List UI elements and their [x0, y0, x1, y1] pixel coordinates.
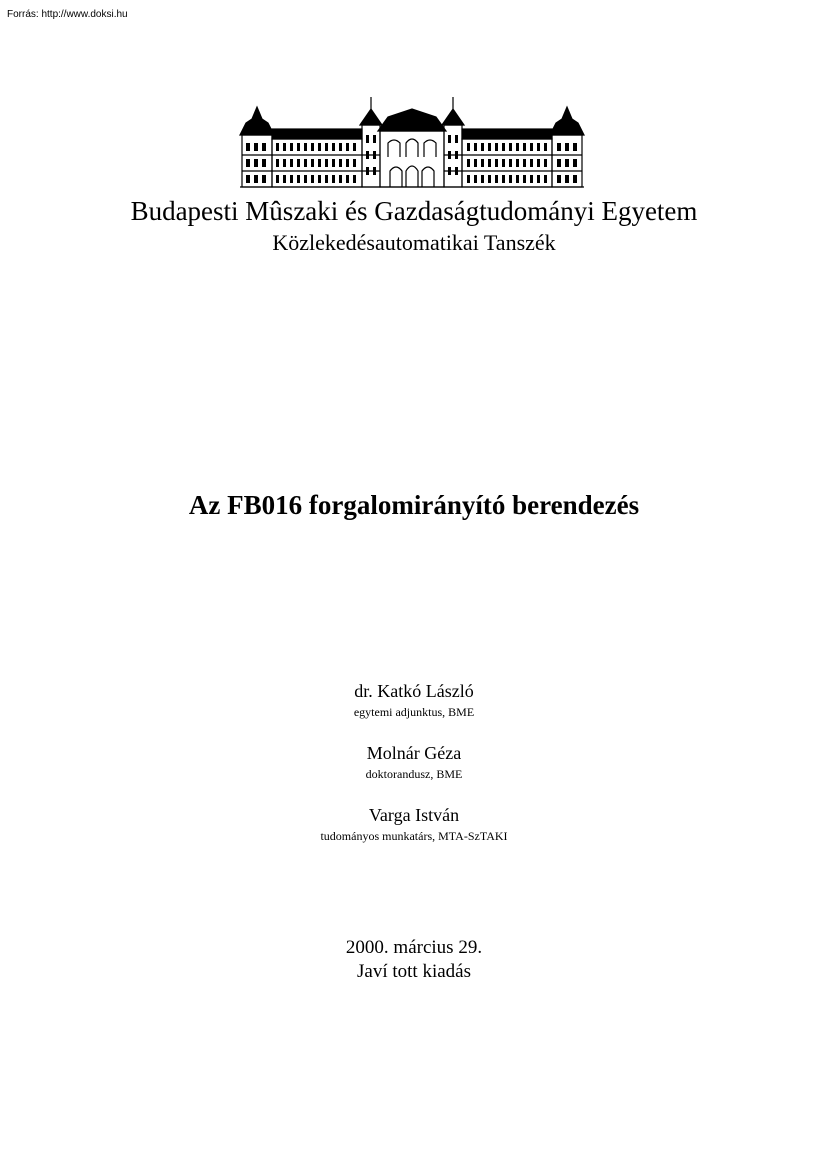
- document-title: Az FB016 forgalomirányító berendezés: [188, 490, 640, 520]
- author-role: tudományos munkatárs, MTA-SzTAKI: [320, 829, 508, 843]
- university-name: Budapesti Mûszaki és Gazdaságtudományi Egyetem: [130, 196, 698, 226]
- department-name: Közlekedésautomatikai Tanszék: [272, 230, 556, 255]
- source-line: Forrás: http://www.doksi.hu: [7, 9, 128, 20]
- author-name: Varga István: [368, 805, 460, 825]
- building-icon: [238, 95, 586, 190]
- document-date: 2000. március 29.: [345, 937, 483, 958]
- author-role: doktorandusz, BME: [365, 767, 463, 781]
- author-role: egytemi adjunktus, BME: [353, 705, 475, 719]
- edition-note: Javí tott kiadás: [357, 961, 471, 982]
- university-building-logo: [238, 95, 586, 190]
- author-name: dr. Katkó László: [354, 681, 474, 701]
- author-name: Molnár Géza: [366, 743, 462, 763]
